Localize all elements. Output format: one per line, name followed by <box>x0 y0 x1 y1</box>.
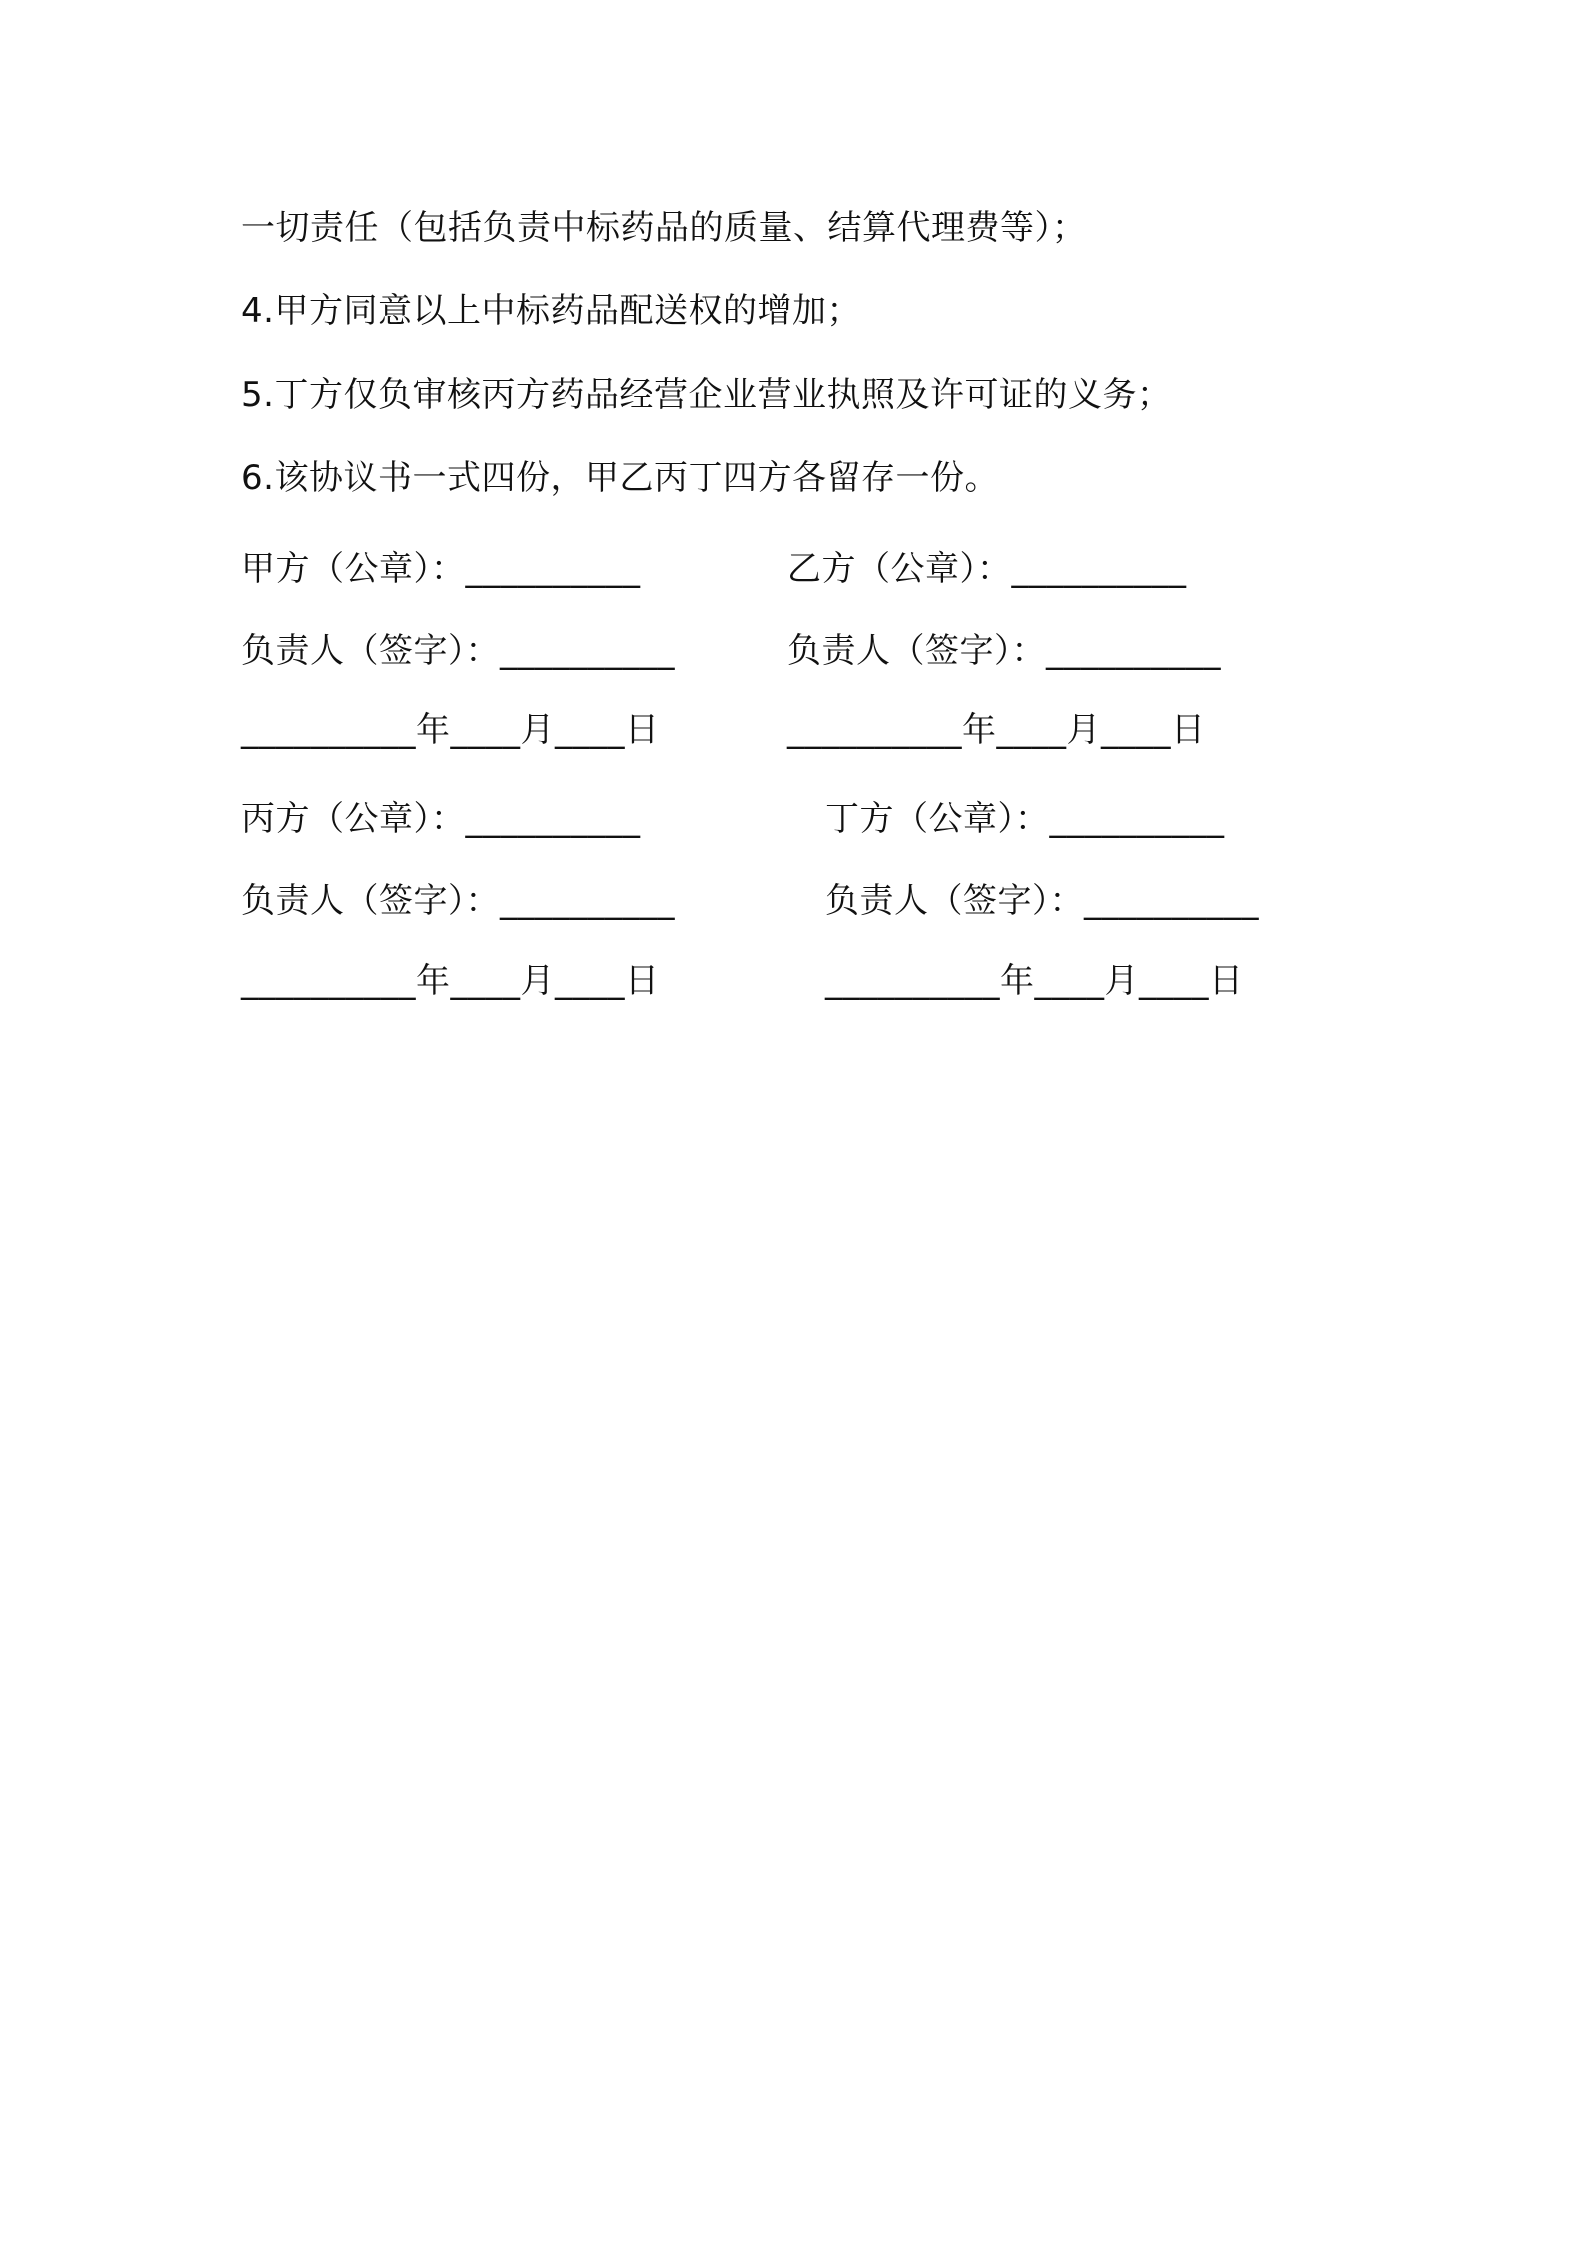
party-b-date-line: __________年____月____日 <box>787 710 1206 750</box>
party-c-date-line: __________年____月____日 <box>241 961 660 1001</box>
party-c-seal-line: 丙方（公章）：__________ <box>241 799 641 839</box>
paragraph-item-5: 5.丁方仅负审核丙方药品经营企业营业执照及许可证的义务； <box>241 375 1172 415</box>
party-d-signer-line: 负责人（签字）：__________ <box>825 881 1259 921</box>
party-d-date-line: __________年____月____日 <box>825 961 1244 1001</box>
paragraph-item-6: 6.该协议书一式四份，甲乙丙丁四方各留存一份。 <box>241 458 999 498</box>
party-a-seal-line: 甲方（公章）：__________ <box>241 549 641 589</box>
party-b-signer-line: 负责人（签字）：__________ <box>787 631 1221 671</box>
party-b-seal-line: 乙方（公章）：__________ <box>787 549 1187 589</box>
paragraph-liability: 一切责任（包括负责中标药品的质量、结算代理费等）； <box>241 208 1087 248</box>
party-d-seal-line: 丁方（公章）：__________ <box>825 799 1225 839</box>
paragraph-item-4: 4.甲方同意以上中标药品配送权的增加； <box>241 291 861 331</box>
party-a-signer-line: 负责人（签字）：__________ <box>241 631 675 671</box>
party-a-date-line: __________年____月____日 <box>241 710 660 750</box>
party-c-signer-line: 负责人（签字）：__________ <box>241 881 675 921</box>
